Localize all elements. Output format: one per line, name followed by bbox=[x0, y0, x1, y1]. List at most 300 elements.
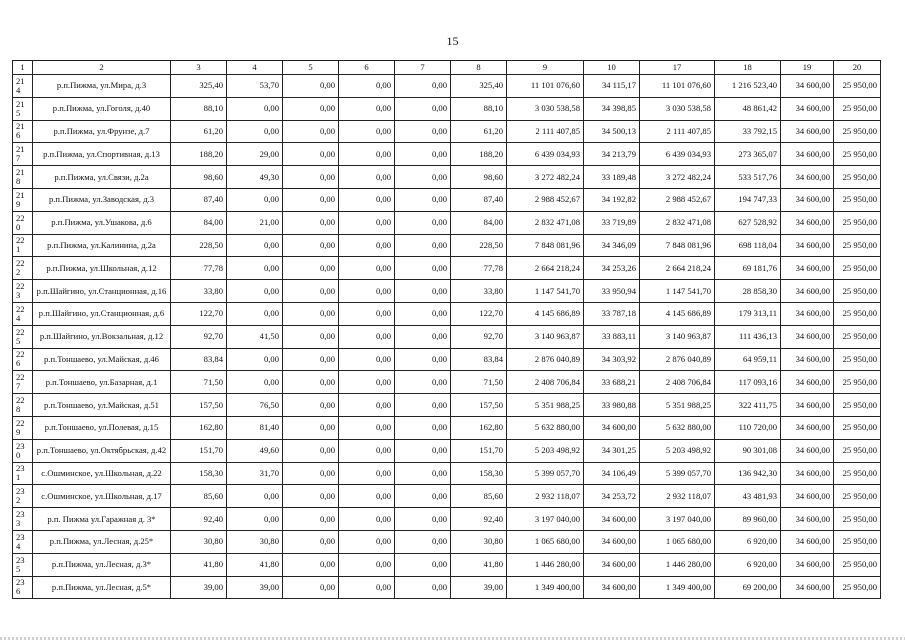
value-cell: 0,00 bbox=[339, 508, 395, 531]
address-cell: р.п.Тоншаево, ул.Майская, д.51 bbox=[33, 394, 171, 417]
row-number bbox=[13, 553, 33, 576]
value-cell: 0,00 bbox=[339, 576, 395, 599]
value-cell: 0,00 bbox=[339, 485, 395, 508]
value-cell: 34 192,82 bbox=[584, 188, 640, 211]
row-number bbox=[13, 75, 33, 98]
table-row bbox=[13, 371, 881, 394]
value-cell: 25 950,00 bbox=[834, 576, 881, 599]
address-cell: р.п. Пижма ул.Гаражная д. 3* bbox=[33, 508, 171, 531]
page-number: 15 bbox=[446, 34, 459, 48]
value-cell: 0,00 bbox=[395, 143, 451, 166]
value-cell: 0,00 bbox=[395, 439, 451, 462]
column-header: 9 bbox=[507, 61, 584, 75]
value-cell: 34 600,00 bbox=[584, 508, 640, 531]
value-cell: 3 197 040,00 bbox=[640, 508, 715, 531]
value-cell: 158,30 bbox=[451, 462, 507, 485]
value-cell: 0,00 bbox=[395, 462, 451, 485]
table-row bbox=[13, 530, 881, 553]
value-cell: 1 446 280,00 bbox=[640, 553, 715, 576]
value-cell: 39,00 bbox=[171, 576, 227, 599]
value-cell: 29,00 bbox=[227, 143, 283, 166]
row-number-part: 22 bbox=[16, 372, 25, 383]
value-cell: 0,00 bbox=[227, 371, 283, 394]
value-cell: 84,00 bbox=[171, 211, 227, 234]
table-row bbox=[13, 188, 881, 211]
value-cell: 53,70 bbox=[227, 75, 283, 98]
value-cell: 151,70 bbox=[451, 439, 507, 462]
value-cell: 0,00 bbox=[283, 371, 339, 394]
table-row bbox=[13, 439, 881, 462]
value-cell: 34 600,00 bbox=[781, 439, 834, 462]
address-cell: р.п.Тоншаево, ул.Майская, д.46 bbox=[33, 348, 171, 371]
value-cell: 2 988 452,67 bbox=[507, 188, 584, 211]
value-cell: 31,70 bbox=[227, 462, 283, 485]
row-number-part: 3 bbox=[16, 518, 21, 529]
value-cell: 41,50 bbox=[227, 325, 283, 348]
value-cell: 34 600,00 bbox=[781, 371, 834, 394]
row-number-part: 22 bbox=[16, 281, 25, 292]
value-cell: 49,30 bbox=[227, 166, 283, 189]
row-number bbox=[13, 416, 33, 439]
value-cell: 85,60 bbox=[451, 485, 507, 508]
table-row bbox=[13, 302, 881, 325]
row-number bbox=[13, 439, 33, 462]
value-cell: 110 720,00 bbox=[715, 416, 781, 439]
row-number-part: 8 bbox=[16, 404, 21, 415]
value-cell: 34 600,00 bbox=[781, 394, 834, 417]
value-cell: 34 600,00 bbox=[781, 348, 834, 371]
address-cell: с.Ошминское, ул.Школьная, д.22 bbox=[33, 462, 171, 485]
value-cell: 228,50 bbox=[451, 234, 507, 257]
value-cell: 0,00 bbox=[395, 75, 451, 98]
address-cell: р.п.Пижма, ул.Спортивная, д.13 bbox=[33, 143, 171, 166]
value-cell: 25 950,00 bbox=[834, 462, 881, 485]
value-cell: 34 600,00 bbox=[781, 211, 834, 234]
address-cell: р.п.Тоншаево, ул.Полевая, д.15 bbox=[33, 416, 171, 439]
row-number-part: 22 bbox=[16, 395, 25, 406]
value-cell: 2 408 706,84 bbox=[507, 371, 584, 394]
value-cell: 122,70 bbox=[451, 302, 507, 325]
row-number-part: 8 bbox=[16, 176, 21, 187]
value-cell: 98,60 bbox=[171, 166, 227, 189]
value-cell: 117 093,16 bbox=[715, 371, 781, 394]
row-number-part: 1 bbox=[16, 472, 21, 483]
value-cell: 34 600,00 bbox=[781, 120, 834, 143]
value-cell: 194 747,33 bbox=[715, 188, 781, 211]
row-number bbox=[13, 485, 33, 508]
value-cell: 25 950,00 bbox=[834, 166, 881, 189]
value-cell: 25 950,00 bbox=[834, 508, 881, 531]
row-number-part: 4 bbox=[16, 540, 21, 551]
value-cell: 3 272 482,24 bbox=[640, 166, 715, 189]
row-number-part: 23 bbox=[16, 440, 25, 451]
value-cell: 0,00 bbox=[283, 394, 339, 417]
table-row bbox=[13, 394, 881, 417]
address-cell: р.п.Пижма, ул.Ушакова, д.6 bbox=[33, 211, 171, 234]
value-cell: 0,00 bbox=[339, 120, 395, 143]
value-cell: 0,00 bbox=[339, 325, 395, 348]
value-cell: 2 408 706,84 bbox=[640, 371, 715, 394]
value-cell: 87,40 bbox=[171, 188, 227, 211]
value-cell: 0,00 bbox=[339, 280, 395, 303]
value-cell: 0,00 bbox=[395, 166, 451, 189]
row-number-part: 5 bbox=[16, 563, 21, 574]
address-cell: р.п.Пижма, ул.Калинина, д.2а bbox=[33, 234, 171, 257]
value-cell: 41,80 bbox=[451, 553, 507, 576]
value-cell: 34 106,49 bbox=[584, 462, 640, 485]
value-cell: 30,80 bbox=[171, 530, 227, 553]
column-header: 5 bbox=[283, 61, 339, 75]
value-cell: 2 876 040,89 bbox=[640, 348, 715, 371]
value-cell: 0,00 bbox=[283, 234, 339, 257]
value-cell: 87,40 bbox=[451, 188, 507, 211]
header-row bbox=[13, 61, 881, 75]
value-cell: 28 858,30 bbox=[715, 280, 781, 303]
table-row bbox=[13, 280, 881, 303]
value-cell: 2 932 118,07 bbox=[640, 485, 715, 508]
table-row bbox=[13, 348, 881, 371]
value-cell: 33,80 bbox=[171, 280, 227, 303]
value-cell: 34 600,00 bbox=[781, 416, 834, 439]
table-row bbox=[13, 120, 881, 143]
value-cell: 322 411,75 bbox=[715, 394, 781, 417]
value-cell: 0,00 bbox=[339, 348, 395, 371]
value-cell: 25 950,00 bbox=[834, 394, 881, 417]
value-cell: 41,80 bbox=[227, 553, 283, 576]
value-cell: 3 030 538,58 bbox=[507, 97, 584, 120]
value-cell: 33 883,11 bbox=[584, 325, 640, 348]
row-number bbox=[13, 530, 33, 553]
value-cell: 0,00 bbox=[395, 188, 451, 211]
value-cell: 34 253,26 bbox=[584, 257, 640, 280]
address-cell: р.п.Пижма, ул.Лесная, д.5* bbox=[33, 576, 171, 599]
value-cell: 92,70 bbox=[451, 325, 507, 348]
value-cell: 1 349 400,00 bbox=[640, 576, 715, 599]
table-row bbox=[13, 257, 881, 280]
value-cell: 2 876 040,89 bbox=[507, 348, 584, 371]
row-number-part: 23 bbox=[16, 463, 25, 474]
row-number bbox=[13, 280, 33, 303]
value-cell: 25 950,00 bbox=[834, 485, 881, 508]
address-cell: р.п.Шайгино, ул.Станционная, д.6 bbox=[33, 302, 171, 325]
data-table bbox=[12, 60, 881, 599]
value-cell: 1 065 680,00 bbox=[507, 530, 584, 553]
value-cell: 33 189,48 bbox=[584, 166, 640, 189]
value-cell: 25 950,00 bbox=[834, 97, 881, 120]
value-cell: 0,00 bbox=[227, 234, 283, 257]
value-cell: 34 600,00 bbox=[781, 553, 834, 576]
value-cell: 0,00 bbox=[283, 416, 339, 439]
row-number bbox=[13, 325, 33, 348]
value-cell: 1 147 541,70 bbox=[640, 280, 715, 303]
row-number-part: 23 bbox=[16, 577, 25, 588]
value-cell: 34 303,92 bbox=[584, 348, 640, 371]
value-cell: 77,78 bbox=[171, 257, 227, 280]
row-number bbox=[13, 120, 33, 143]
value-cell: 0,00 bbox=[227, 257, 283, 280]
value-cell: 39,00 bbox=[451, 576, 507, 599]
row-number bbox=[13, 394, 33, 417]
value-cell: 0,00 bbox=[339, 97, 395, 120]
address-cell: р.п.Пижма, ул.Заводская, д.3 bbox=[33, 188, 171, 211]
value-cell: 5 399 057,70 bbox=[640, 462, 715, 485]
row-number-part: 0 bbox=[16, 449, 21, 460]
row-number bbox=[13, 348, 33, 371]
value-cell: 0,00 bbox=[395, 120, 451, 143]
row-number-part: 23 bbox=[16, 531, 25, 542]
row-number-part: 21 bbox=[16, 98, 25, 109]
row-number bbox=[13, 462, 33, 485]
value-cell: 0,00 bbox=[283, 530, 339, 553]
value-cell: 34 600,00 bbox=[781, 462, 834, 485]
column-header: 6 bbox=[339, 61, 395, 75]
row-number-part: 21 bbox=[16, 75, 25, 86]
column-header: 19 bbox=[781, 61, 834, 75]
value-cell: 136 942,30 bbox=[715, 462, 781, 485]
value-cell: 0,00 bbox=[339, 530, 395, 553]
row-number-part: 22 bbox=[16, 303, 25, 314]
value-cell: 34 600,00 bbox=[781, 280, 834, 303]
value-cell: 0,00 bbox=[339, 75, 395, 98]
value-cell: 0,00 bbox=[283, 75, 339, 98]
value-cell: 325,40 bbox=[451, 75, 507, 98]
value-cell: 0,00 bbox=[283, 325, 339, 348]
value-cell: 0,00 bbox=[227, 97, 283, 120]
value-cell: 34 600,00 bbox=[781, 325, 834, 348]
table-row bbox=[13, 508, 881, 531]
value-cell: 0,00 bbox=[339, 166, 395, 189]
value-cell: 1 349 400,00 bbox=[507, 576, 584, 599]
value-cell: 6 920,00 bbox=[715, 530, 781, 553]
value-cell: 1 216 523,40 bbox=[715, 75, 781, 98]
value-cell: 0,00 bbox=[339, 257, 395, 280]
value-cell: 0,00 bbox=[339, 462, 395, 485]
address-cell: с.Ошминское, ул.Школьная, д.17 bbox=[33, 485, 171, 508]
table-row bbox=[13, 325, 881, 348]
row-number bbox=[13, 143, 33, 166]
value-cell: 0,00 bbox=[283, 348, 339, 371]
table-row bbox=[13, 143, 881, 166]
row-number-part: 23 bbox=[16, 486, 25, 497]
value-cell: 188,20 bbox=[171, 143, 227, 166]
value-cell: 85,60 bbox=[171, 485, 227, 508]
row-number-part: 6 bbox=[16, 586, 21, 597]
value-cell: 39,00 bbox=[227, 576, 283, 599]
value-cell: 25 950,00 bbox=[834, 439, 881, 462]
value-cell: 5 203 498,92 bbox=[507, 439, 584, 462]
value-cell: 698 118,04 bbox=[715, 234, 781, 257]
value-cell: 1 065 680,00 bbox=[640, 530, 715, 553]
value-cell: 64 959,11 bbox=[715, 348, 781, 371]
address-cell: р.п.Пижма, ул.Лесная, д.3* bbox=[33, 553, 171, 576]
value-cell: 2 832 471,08 bbox=[507, 211, 584, 234]
value-cell: 111 436,13 bbox=[715, 325, 781, 348]
value-cell: 34 600,00 bbox=[781, 485, 834, 508]
value-cell: 2 111 407,85 bbox=[640, 120, 715, 143]
value-cell: 0,00 bbox=[395, 553, 451, 576]
value-cell: 34 600,00 bbox=[781, 302, 834, 325]
row-number-part: 3 bbox=[16, 290, 21, 301]
value-cell: 179 313,11 bbox=[715, 302, 781, 325]
table-row bbox=[13, 576, 881, 599]
table-body bbox=[13, 75, 881, 599]
value-cell: 84,00 bbox=[451, 211, 507, 234]
value-cell: 158,30 bbox=[171, 462, 227, 485]
row-number-part: 7 bbox=[16, 153, 21, 164]
value-cell: 25 950,00 bbox=[834, 120, 881, 143]
value-cell: 34 600,00 bbox=[584, 530, 640, 553]
value-cell: 89 960,00 bbox=[715, 508, 781, 531]
value-cell: 0,00 bbox=[227, 348, 283, 371]
value-cell: 33 792,15 bbox=[715, 120, 781, 143]
value-cell: 92,70 bbox=[171, 325, 227, 348]
value-cell: 0,00 bbox=[395, 325, 451, 348]
value-cell: 25 950,00 bbox=[834, 371, 881, 394]
value-cell: 25 950,00 bbox=[834, 257, 881, 280]
value-cell: 34 346,09 bbox=[584, 234, 640, 257]
value-cell: 1 446 280,00 bbox=[507, 553, 584, 576]
value-cell: 77,78 bbox=[451, 257, 507, 280]
value-cell: 33 688,21 bbox=[584, 371, 640, 394]
row-number-part: 9 bbox=[16, 198, 21, 209]
row-number-part: 5 bbox=[16, 107, 21, 118]
address-cell: р.п.Пижма, ул.Гоголя, д.40 bbox=[33, 97, 171, 120]
value-cell: 33 787,18 bbox=[584, 302, 640, 325]
value-cell: 11 101 076,60 bbox=[507, 75, 584, 98]
value-cell: 0,00 bbox=[283, 280, 339, 303]
value-cell: 627 528,92 bbox=[715, 211, 781, 234]
column-header: 1 bbox=[13, 61, 33, 75]
row-number-part: 22 bbox=[16, 417, 25, 428]
table-row bbox=[13, 462, 881, 485]
value-cell: 0,00 bbox=[395, 576, 451, 599]
row-number-part: 1 bbox=[16, 244, 21, 255]
value-cell: 3 140 963,87 bbox=[507, 325, 584, 348]
row-number-part: 21 bbox=[16, 189, 25, 200]
table-row bbox=[13, 75, 881, 98]
value-cell: 25 950,00 bbox=[834, 416, 881, 439]
value-cell: 34 398,85 bbox=[584, 97, 640, 120]
row-number-part: 5 bbox=[16, 335, 21, 346]
column-header: 10 bbox=[584, 61, 640, 75]
value-cell: 71,50 bbox=[451, 371, 507, 394]
value-cell: 0,00 bbox=[283, 485, 339, 508]
value-cell: 228,50 bbox=[171, 234, 227, 257]
row-number bbox=[13, 97, 33, 120]
column-header: 17 bbox=[640, 61, 715, 75]
address-cell: р.п.Шайгино, ул.Станционная, д.16 bbox=[33, 280, 171, 303]
table-row bbox=[13, 211, 881, 234]
value-cell: 34 500,13 bbox=[584, 120, 640, 143]
value-cell: 34 600,00 bbox=[781, 576, 834, 599]
value-cell: 61,20 bbox=[171, 120, 227, 143]
row-number bbox=[13, 508, 33, 531]
value-cell: 0,00 bbox=[227, 302, 283, 325]
value-cell: 0,00 bbox=[395, 280, 451, 303]
value-cell: 25 950,00 bbox=[834, 143, 881, 166]
row-number-part: 22 bbox=[16, 258, 25, 269]
value-cell: 3 197 040,00 bbox=[507, 508, 584, 531]
value-cell: 34 253,72 bbox=[584, 485, 640, 508]
value-cell: 0,00 bbox=[283, 188, 339, 211]
row-number-part: 6 bbox=[16, 358, 21, 369]
value-cell: 325,40 bbox=[171, 75, 227, 98]
value-cell: 0,00 bbox=[339, 143, 395, 166]
value-cell: 0,00 bbox=[227, 188, 283, 211]
value-cell: 34 600,00 bbox=[781, 97, 834, 120]
value-cell: 34 213,79 bbox=[584, 143, 640, 166]
row-number-part: 22 bbox=[16, 349, 25, 360]
column-header: 2 bbox=[33, 61, 171, 75]
value-cell: 25 950,00 bbox=[834, 302, 881, 325]
row-number bbox=[13, 166, 33, 189]
value-cell: 2 111 407,85 bbox=[507, 120, 584, 143]
value-cell: 7 848 081,96 bbox=[640, 234, 715, 257]
value-cell: 0,00 bbox=[283, 439, 339, 462]
value-cell: 5 632 880,00 bbox=[507, 416, 584, 439]
row-number bbox=[13, 302, 33, 325]
row-number-part: 7 bbox=[16, 381, 21, 392]
value-cell: 81,40 bbox=[227, 416, 283, 439]
value-cell: 2 664 218,24 bbox=[507, 257, 584, 280]
row-number-part: 21 bbox=[16, 144, 25, 155]
column-header: 4 bbox=[227, 61, 283, 75]
address-cell: р.п.Пижма, ул.Лесная, д.25* bbox=[33, 530, 171, 553]
value-cell: 0,00 bbox=[395, 394, 451, 417]
row-number-part: 21 bbox=[16, 167, 25, 178]
value-cell: 83,84 bbox=[451, 348, 507, 371]
value-cell: 2 988 452,67 bbox=[640, 188, 715, 211]
value-cell: 34 600,00 bbox=[781, 234, 834, 257]
address-cell: р.п.Тоншаево, ул.Октябрьская, д.42 bbox=[33, 439, 171, 462]
value-cell: 43 481,93 bbox=[715, 485, 781, 508]
row-number-part: 23 bbox=[16, 554, 25, 565]
value-cell: 34 600,00 bbox=[584, 553, 640, 576]
value-cell: 0,00 bbox=[339, 211, 395, 234]
value-cell: 21,00 bbox=[227, 211, 283, 234]
value-cell: 61,20 bbox=[451, 120, 507, 143]
value-cell: 25 950,00 bbox=[834, 234, 881, 257]
table-row bbox=[13, 553, 881, 576]
value-cell: 34 600,00 bbox=[781, 166, 834, 189]
value-cell: 33 950,94 bbox=[584, 280, 640, 303]
value-cell: 34 600,00 bbox=[584, 416, 640, 439]
value-cell: 5 399 057,70 bbox=[507, 462, 584, 485]
value-cell: 0,00 bbox=[395, 508, 451, 531]
table-row bbox=[13, 234, 881, 257]
value-cell: 0,00 bbox=[395, 416, 451, 439]
value-cell: 88,10 bbox=[171, 97, 227, 120]
value-cell: 76,50 bbox=[227, 394, 283, 417]
row-number-part: 9 bbox=[16, 426, 21, 437]
value-cell: 3 030 538,58 bbox=[640, 97, 715, 120]
value-cell: 33 980,88 bbox=[584, 394, 640, 417]
value-cell: 33 719,89 bbox=[584, 211, 640, 234]
value-cell: 0,00 bbox=[339, 439, 395, 462]
row-number-part: 6 bbox=[16, 130, 21, 141]
value-cell: 25 950,00 bbox=[834, 280, 881, 303]
value-cell: 25 950,00 bbox=[834, 188, 881, 211]
value-cell: 34 600,00 bbox=[781, 530, 834, 553]
value-cell: 49,60 bbox=[227, 439, 283, 462]
row-number-part: 4 bbox=[16, 312, 21, 323]
value-cell: 162,80 bbox=[451, 416, 507, 439]
row-number-part: 22 bbox=[16, 326, 25, 337]
value-cell: 0,00 bbox=[339, 234, 395, 257]
address-cell: р.п.Пижма, ул.Фрунзе, д.7 bbox=[33, 120, 171, 143]
value-cell: 5 203 498,92 bbox=[640, 439, 715, 462]
value-cell: 11 101 076,60 bbox=[640, 75, 715, 98]
